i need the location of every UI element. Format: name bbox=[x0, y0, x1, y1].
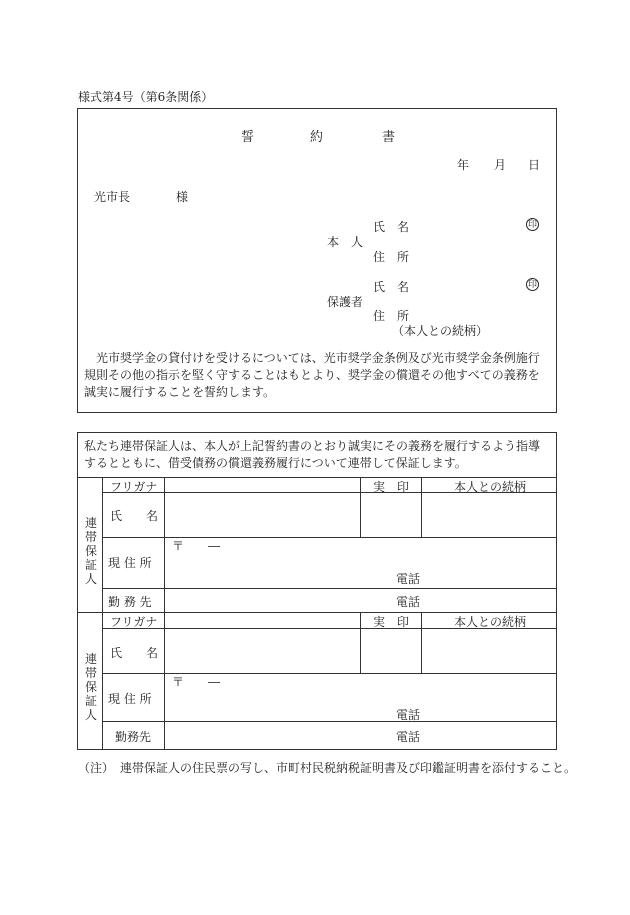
form-number-label: 様式第4号（第6条関係） bbox=[78, 90, 214, 104]
date-month-label: 月 bbox=[494, 158, 507, 172]
guarantor-1-address-label: 現 住 所 bbox=[108, 556, 152, 570]
guarantor-2-relation-header: 本人との続柄 bbox=[454, 615, 527, 629]
addressee-honorific: 様 bbox=[176, 190, 189, 204]
guarantor-1-relation-header: 本人との続柄 bbox=[454, 480, 527, 494]
guarantor-2-postal-mark: 〒 ― bbox=[172, 675, 221, 689]
title-char-2: 約 bbox=[310, 130, 324, 145]
guarantor-1-seal-header: 実 印 bbox=[373, 480, 410, 494]
principal-seal-icon: 印 bbox=[527, 220, 537, 230]
guardian-name-label: 氏 名 bbox=[373, 280, 410, 294]
guarantor-statement-text: 私たち連帯保証人は、本人が上記誓約書のとおり誠実にその義務を履行するよう指導するとともに、借受債務の償還義務履行について連帯して保証します。 bbox=[84, 439, 541, 470]
date-year-label: 年 bbox=[457, 158, 470, 172]
principal-role-label: 本 人 bbox=[327, 235, 364, 249]
principal-address-label: 住 所 bbox=[373, 250, 410, 264]
guarantor-2-name-label: 氏 名 bbox=[110, 646, 159, 660]
addressee-name: 光市長 bbox=[94, 190, 131, 204]
guarantor-1-work-phone-label: 電話 bbox=[396, 595, 421, 609]
guardian-relation-label: （本人との続柄） bbox=[392, 324, 489, 338]
pledge-body-text: 光市奨学金の貸付けを受けるについては、光市奨学金条例及び光市奨学金条例施行規則その他の指示を堅く守することはもとより、奨学金の償還その他すべての義務を誠実に履行することを誓約します。 bbox=[84, 351, 540, 399]
guarantor-1-furigana-label: フリガナ bbox=[110, 480, 158, 494]
guarantor-2-seal-header: 実 印 bbox=[373, 615, 410, 629]
date-day-label: 日 bbox=[528, 158, 541, 172]
guardian-seal-icon: 印 bbox=[527, 280, 537, 290]
title-char-3: 書 bbox=[382, 130, 396, 145]
title-char-1: 誓 bbox=[241, 130, 255, 145]
guardian-role-label: 保護者 bbox=[327, 295, 364, 309]
guardian-address-label: 住 所 bbox=[373, 309, 410, 323]
guarantor-2-address-label: 現 住 所 bbox=[108, 692, 152, 706]
guarantor-1-work-label: 勤 務 先 bbox=[108, 595, 152, 609]
guarantor-1-name-label: 氏 名 bbox=[110, 509, 159, 523]
guarantor-1-postal-mark: 〒 ― bbox=[172, 539, 221, 553]
guarantor-2-side-label: 連帯保証人 bbox=[84, 652, 97, 722]
guarantor-1-phone-label: 電話 bbox=[396, 572, 421, 586]
guarantor-2-phone-label: 電話 bbox=[396, 708, 421, 722]
principal-name-label: 氏 名 bbox=[373, 220, 410, 234]
attachment-note: （注） 連帯保証人の住民票の写し、市町村民税納税証明書及び印鑑証明書を添付すること。 bbox=[78, 761, 577, 775]
guarantor-2-work-label: 勤務先 bbox=[115, 730, 152, 744]
guarantor-2-furigana-label: フリガナ bbox=[110, 615, 158, 629]
guarantor-2-work-phone-label: 電話 bbox=[396, 730, 421, 744]
guarantor-1-side-label: 連帯保証人 bbox=[84, 516, 97, 586]
